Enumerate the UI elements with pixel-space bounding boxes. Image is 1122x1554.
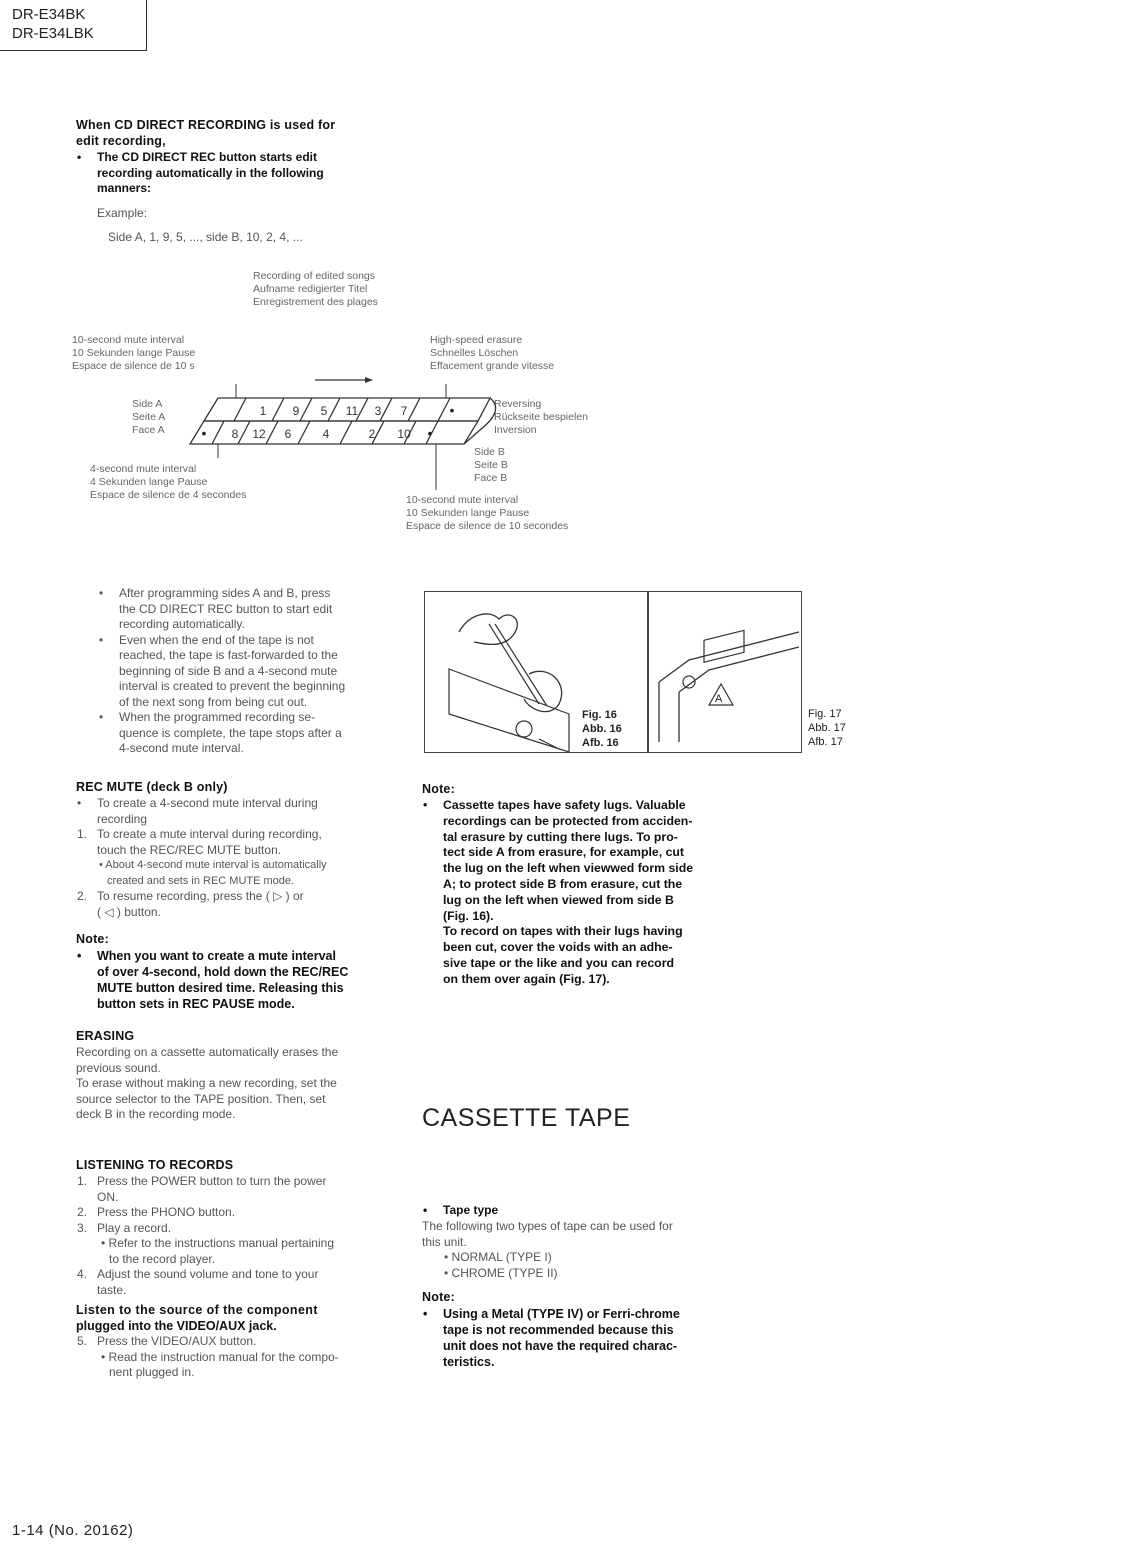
model-name-2: DR-E34LBK xyxy=(12,25,94,42)
fig17-illustration xyxy=(649,592,799,750)
top-cell: 7 xyxy=(400,404,408,418)
cassette-note-body: • Using a Metal (TYPE IV) or Ferri-chrome tape is not recommended because this unit does not have the required charac- teristics. xyxy=(423,1307,680,1369)
bottom-cell: 8 xyxy=(231,427,239,441)
listening-step-5: 5. Press the VIDEO/AUX button. • Read the instruction manual for the compo- nent plugged in. xyxy=(77,1334,339,1379)
top-cell: 11 xyxy=(345,404,359,418)
erase-label xyxy=(430,334,554,373)
mute10b-en: 10-second mute interval xyxy=(406,494,519,506)
listening-bold-note: Listen to the source of the component plugged into the VIDEO/AUX jack. xyxy=(76,1303,318,1333)
cassette-note-label: Note: xyxy=(422,1290,455,1304)
tape-diagram xyxy=(160,370,500,510)
mute4-fr: Espace de silence de 4 secondes xyxy=(90,489,247,501)
example-value: Side A, 1, 9, 5, ..., side B, 10, 2, 4, ... xyxy=(108,230,303,244)
bullet-marker: • xyxy=(99,632,104,647)
mute10b-de: 10 Sekunden lange Pause xyxy=(406,507,530,519)
reverse-en: Reversing xyxy=(494,398,542,410)
top-cell: • xyxy=(449,402,455,418)
rec-mute-body xyxy=(77,796,382,920)
reverse-fr: Inversion xyxy=(494,424,537,436)
erase-en: High-speed erasure xyxy=(430,334,523,346)
side-a-en: Side A xyxy=(132,398,163,410)
fig16-illustration xyxy=(429,594,579,752)
cd-direct-heading-line2: edit recording, xyxy=(76,134,166,148)
mute4-en: 4-second mute interval xyxy=(90,463,197,475)
direction-arrow-head xyxy=(365,377,373,383)
bottom-cell: 10 xyxy=(397,427,411,441)
listening-step-4: 4. Adjust the sound volume and tone to your taste. xyxy=(77,1267,319,1297)
safety-note-body: • Cassette tapes have safety lugs. Valuable recordings can be protected from acciden- tal erasure by cutting there lugs. To pro- tect side A from erasure, for example, cut the lug on the left when viewwed form side A; to protect side B from erasure, cut the lug on the left when viewed from side B (Fig. 16). To record on tapes with their lugs having been cut, cover the voids with an adhe- sive tape or the like and you can record on them over again (Fig. 17). xyxy=(423,798,694,986)
bottom-cell: 4 xyxy=(322,427,330,441)
rec-mute-bullet: • To create a 4-second mute interval during recording xyxy=(77,796,318,826)
rec-mute-step-2: 2. To resume recording, press the ( ▷ ) or ( ◁ ) button. xyxy=(77,889,304,919)
after-bullet-2: • Even when the end of the tape is not reached, the tape is fast-forwarded to the beginning of side B and a 4-second mute interval is created to prevent the beginning of the next song from being cut out. xyxy=(99,632,346,709)
fig17-caption: Fig. 17 Abb. 17 Afb. 17 xyxy=(808,708,846,748)
safety-note-label: Note: xyxy=(422,782,455,796)
bottom-cell: 2 xyxy=(368,427,376,441)
after-bullet-3: • When the programmed recording se- quence is complete, the tape stops after a 4-second mute interval. xyxy=(99,710,342,755)
listening-step-3: 3. Play a record. • Refer to the instructions manual pertaining to the record player. xyxy=(77,1220,334,1266)
erase-de: Schnelles Löschen xyxy=(430,347,519,359)
reverse-de: Rückseite bespielen xyxy=(494,411,588,423)
mute10-en: 10-second mute interval xyxy=(72,334,185,346)
fig16-frame xyxy=(424,591,648,753)
rec-mute-step-1: 1. To create a mute interval during recording, touch the REC/REC MUTE button. • About 4-second mute interval is automatically created and sets in REC MUTE mode. xyxy=(77,827,327,887)
cd-direct-bullet-l3: manners: xyxy=(97,181,152,195)
top-cell: 1 xyxy=(259,404,267,418)
mute10-de: 10 Sekunden lange Pause xyxy=(72,347,196,359)
side-b-en: Side B xyxy=(474,446,505,458)
erasing-heading: ERASING xyxy=(76,1029,135,1043)
tape-type-heading: • Tape type xyxy=(423,1203,499,1217)
recording-label-en: Recording of edited songs xyxy=(253,270,375,282)
mute10-fr: Espace de silence de 10 s xyxy=(72,360,195,372)
mute10-label xyxy=(72,334,195,373)
cd-direct-bullet-l2: recording automatically in the following xyxy=(97,165,324,180)
reverse-label xyxy=(494,398,588,437)
listening-step-1: 1. Press the POWER button to turn the power ON. xyxy=(77,1174,327,1204)
cd-direct-heading-line1: When CD DIRECT RECORDING is used for xyxy=(76,118,336,132)
after-bullets xyxy=(99,586,381,757)
bottom-cell: 12 xyxy=(252,427,266,441)
bullet-marker: • xyxy=(99,710,104,724)
recording-label xyxy=(253,270,378,309)
top-cell: 9 xyxy=(292,404,300,418)
top-cell: 3 xyxy=(374,404,382,418)
erasing-body: Recording on a cassette automatically erases the previous sound. To erase without making a new recording, set the source selector to the TAPE position. Then, set deck B in the recording mode. xyxy=(76,1045,339,1121)
side-a-fr: Face A xyxy=(132,424,165,436)
fig17-mark: A xyxy=(715,693,723,705)
cd-direct-bullet xyxy=(77,150,397,197)
after-bullet-1: • After programming sides A and B, press the CD DIRECT REC button to start edit recording automatically. xyxy=(99,586,333,631)
rec-mute-heading: REC MUTE (deck B only) xyxy=(76,780,228,794)
recording-label-de: Aufname redigierter Titel xyxy=(253,283,368,295)
cd-direct-bullet-l1: The CD DIRECT REC button starts edit xyxy=(97,150,318,164)
bottom-cell: • xyxy=(201,425,207,441)
side-b-fr: Face B xyxy=(474,472,508,484)
listening-heading: LISTENING TO RECORDS xyxy=(76,1158,234,1172)
top-cell: 5 xyxy=(320,404,328,418)
listening-step-2: 2. Press the PHONO button. xyxy=(77,1205,236,1219)
mute4-de: 4 Sekunden lange Pause xyxy=(90,476,208,488)
side-a-de: Seite A xyxy=(132,411,166,423)
model-name-1: DR-E34BK xyxy=(12,6,86,23)
fig16-caption: Fig. 16 Abb. 16 Afb. 16 xyxy=(582,709,622,749)
recording-label-fr: Enregistrement des plages xyxy=(253,296,378,308)
cassette-title: CASSETTE TAPE xyxy=(422,1104,631,1132)
bullet-marker: • xyxy=(77,150,82,164)
rec-mute-note: • When you want to create a mute interval of over 4-second, hold down the REC/REC MUTE button desired time. Releasing this button sets in REC PAUSE mode. xyxy=(77,949,349,1011)
side-b-de: Seite B xyxy=(474,459,508,471)
bullet-marker: • xyxy=(99,586,104,600)
rec-mute-note-label: Note: xyxy=(76,932,109,946)
bottom-cell: • xyxy=(427,425,433,441)
tape-type-body: The following two types of tape can be used for this unit. • NORMAL (TYPE I) • CHROME (TYPE II) xyxy=(422,1219,673,1280)
listening-steps xyxy=(77,1174,382,1298)
fig17-frame xyxy=(648,591,802,753)
example-label: Example: xyxy=(97,206,148,220)
erase-fr: Effacement grande vitesse xyxy=(430,360,555,372)
mute10b-fr: Espace de silence de 10 secondes xyxy=(406,520,569,532)
page-number: 1-14 (No. 20162) xyxy=(12,1522,134,1539)
bottom-cell: 6 xyxy=(284,427,292,441)
